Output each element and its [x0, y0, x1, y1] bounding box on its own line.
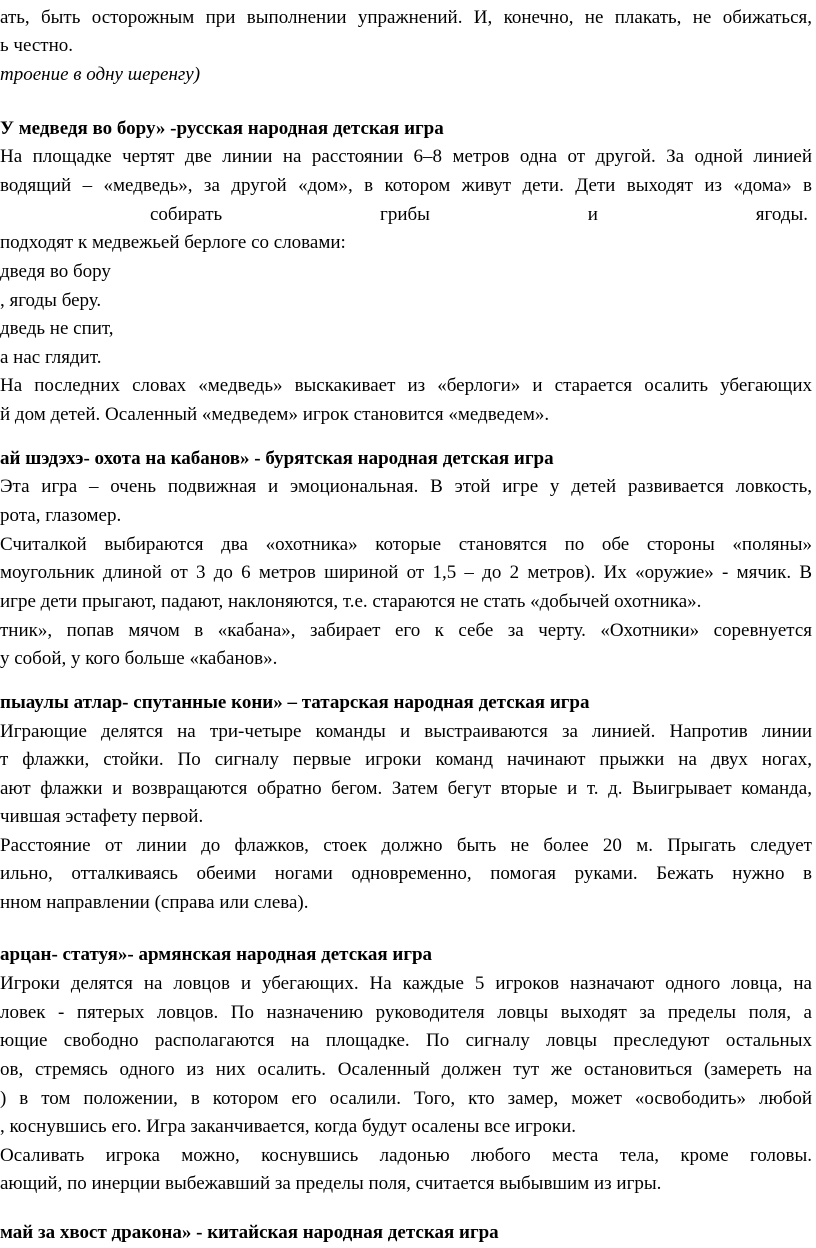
body-text-line: ловек - пятерых ловцов. По назначению руководителя ловцы выходят за пределы поля, а [0, 1002, 812, 1023]
body-text-line: ) в том положении, в котором его осалили. Того, кто замер, может «освободить» любой [0, 1088, 812, 1109]
body-text-line: рота, глазомер. [0, 505, 122, 526]
section-heading: ай шэдэхэ- охота на кабанов» - бурятская народная детская игра [0, 448, 554, 469]
verse-line: а нас глядит. [0, 347, 102, 368]
body-text-line: моугольник длиной от 3 до 6 метров шириной от 1,5 – до 2 метров). Их «оружие» - мячик. В [0, 562, 812, 583]
body-text-line: подходят к медвежьей берлоге со словами: [0, 232, 346, 253]
body-text-line: т флажки, стойки. По сигналу первые игроки команд начинают прыжки на двух ногах, [0, 749, 812, 770]
body-text-line: Эта игра – очень подвижная и эмоциональная. В этой игре у детей развивается ловкость, [0, 476, 812, 497]
verse-line: дведь не спит, [0, 318, 114, 339]
section-heading: У медведя во бору» -русская народная детская игра [0, 118, 444, 139]
section-heading: арцан- статуя»- армянская народная детская игра [0, 944, 433, 965]
body-text-line: игре дети прыгают, падают, наклоняются, т.е. стараются не стать «добычей охотника». [0, 591, 702, 612]
verse-line: дведя во бору [0, 261, 111, 282]
body-text-line: чившая эстафету первой. [0, 806, 204, 827]
body-text-line: у собой, у кого больше «кабанов». [0, 648, 278, 669]
body-text-line: ющие свободно располагаются на площадке. По сигналу ловцы преследуют остальных [0, 1030, 812, 1051]
body-text-line: На площадке чертят две линии на расстоянии 6–8 метров одна от другой. За одной линией [0, 146, 812, 167]
section-heading: май за хвост дракона» - китайская народная детская игра [0, 1222, 499, 1243]
body-text-line: Игроки делятся на ловцов и убегающих. На каждые 5 игроков назначают одного ловца, на [0, 973, 812, 994]
body-text-line: нном направлении (справа или слева). [0, 892, 309, 913]
body-text-line: На последних словах «медведь» выскакивает из «берлоги» и старается осалить убегающих [0, 375, 812, 396]
body-text-line: Расстояние от линии до флажков, стоек должно быть не более 20 м. Прыгать следует [0, 835, 812, 856]
body-text-line: Считалкой выбираются два «охотника» которые становятся по обе стороны «поляны» [0, 534, 812, 555]
body-text-line: Играющие делятся на три-четыре команды и выстраиваются за линией. Напротив линии [0, 721, 812, 742]
body-text-line: , коснувшись его. Игра заканчивается, когда будут осалены все игроки. [0, 1116, 576, 1137]
body-text-line: водящий – «медведь», за другой «дом», в котором живут дети. Дети выходят из «дома» в [0, 175, 812, 196]
body-text-line: ают флажки и возвращаются обратно бегом. Затем бегут вторые и т. д. Выигрывает команда, [0, 778, 812, 799]
body-text-line: ов, стремясь одного из них осалить. Осаленный должен тут же остановиться (замереть на [0, 1059, 812, 1080]
body-text-line: ать, быть осторожным при выполнении упражнений. И, конечно, не плакать, не обижаться, [0, 7, 812, 28]
body-text-line: Осаливать игрока можно, коснувшись ладонью любого места тела, кроме головы. [0, 1145, 812, 1166]
body-text-line: собирать грибы и ягоды. [150, 204, 808, 225]
body-text-line: й дом детей. Осаленный «медведем» игрок становится «медведем». [0, 404, 550, 425]
section-heading: пыаулы атлар- спутанные кони» – татарская народная детская игра [0, 692, 590, 713]
body-text-line: ильно, отталкиваясь обеими ногами одновременно, помогая руками. Бежать нужно в [0, 863, 812, 884]
body-text-line: ь честно. [0, 35, 74, 56]
verse-line: , ягоды беру. [0, 290, 102, 311]
body-text-line: ающий, по инерции выбежавший за пределы поля, считается выбывшим из игры. [0, 1173, 662, 1194]
italic-note: троение в одну шеренгу) [0, 64, 201, 85]
body-text-line: тник», попав мячом в «кабана», забирает его к себе за черту. «Охотники» соревнуется [0, 620, 812, 641]
